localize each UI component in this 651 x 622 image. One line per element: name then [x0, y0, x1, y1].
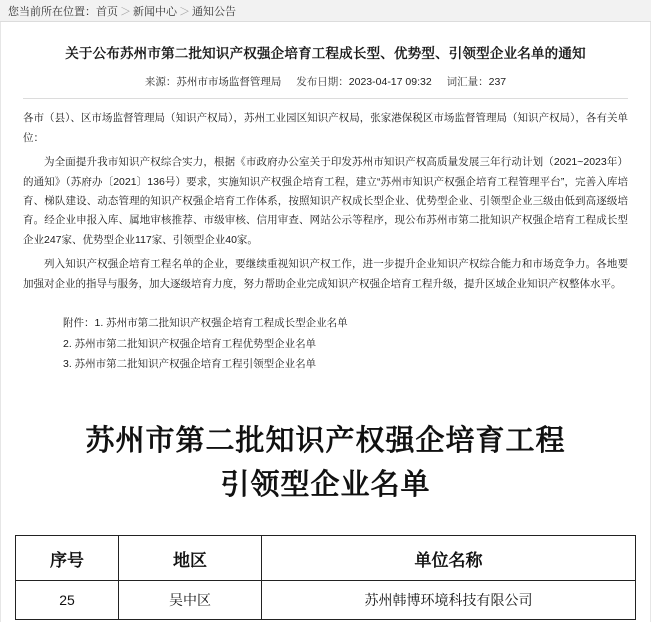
meta-words-value: 237: [488, 76, 507, 89]
paragraph-2: 列入知识产权强企培育工程名单的企业，要继续重视知识产权工作，进一步提升企业知识产权综合能力和市场竞争力。各地要加强对企业的指导与服务，加大逐级培育力度，努力帮助企业完成知识产权强企培育工程升级，提升区域企业知识产权整体水平。: [23, 258, 628, 290]
meta-words: [447, 76, 507, 88]
paragraph-1: 为全面提升我市知识产权综合实力，根据《市政府办公室关于印发苏州市知识产权高质量发展三年行动计划（2021~2023年）的通知》（苏府办〔2021〕136号）要求，实施知识产权强企培育工程，建立“苏州市知识产权强企培育工程管理平台”，完善入库培育、梯队建设、动态管理的知识产权强企培育工作体系，按照知识产权成长型企业、优势型企业、引领型企业三级由低到高逐级培育。经企业申报入库、属地审核推荐、市级审核、信用审查、网站公示等程序，现公布苏州市第二批知识产权强企培育工程成长型企业247家、优势型企业117家、引领型企业40家。: [23, 156, 628, 246]
attachment-item-1[interactable]: 附件：1. 苏州市第二批知识产权强企培育工程成长型企业名单: [63, 317, 348, 330]
cell-no: 25: [16, 581, 119, 620]
breadcrumb-item-notices[interactable]: 通知公告: [192, 5, 236, 18]
attachment-item-3[interactable]: 3. 苏州市第二批知识产权强企培育工程引领型企业名单: [63, 357, 317, 370]
cell-area: 吴中区: [119, 581, 262, 620]
table-row: [16, 581, 636, 620]
poster-heading: [1, 420, 650, 507]
poster-line-1: 苏州市第二批知识产权强企培育工程: [85, 425, 566, 458]
paragraph-salutation: 各市（县）、区市场监督管理局（知识产权局），苏州工业园区知识产权局，张家港保税区市场监督管理局（知识产权局），各有关单位：: [23, 112, 628, 144]
meta-words-label: 词汇量：: [446, 76, 489, 89]
breadcrumb-item-home[interactable]: 首页: [96, 5, 118, 18]
meta-source: [145, 76, 284, 88]
content-column: [0, 22, 651, 622]
breadcrumb-separator-2: ＞: [179, 5, 190, 18]
column-header-area: 地区: [119, 536, 262, 581]
poster-line-2: 引领型企业名单: [220, 468, 431, 501]
column-header-company: 单位名称: [262, 536, 636, 581]
document-meta: [1, 64, 650, 89]
page-title: 关于公布苏州市第二批知识产权强企培育工程成长型、优势型、引领型企业名单的通知: [65, 46, 586, 61]
meta-date-label: 发布日期：: [296, 76, 349, 89]
breadcrumb-separator-1: ＞: [120, 5, 131, 18]
attachment-list: [1, 299, 650, 374]
table-header-row: [16, 536, 636, 581]
document-body: [1, 99, 650, 294]
breadcrumb: [0, 0, 651, 22]
cell-company-name: 苏州韩博环境科技有限公司: [262, 581, 636, 620]
breadcrumb-item-news-center[interactable]: 新闻中心: [133, 5, 177, 18]
meta-date: [296, 76, 434, 88]
meta-source-label: 来源：: [144, 76, 177, 89]
meta-date-value: 2023-04-17 09:32: [348, 76, 432, 89]
meta-source-value: 苏州市市场监督管理局: [176, 76, 282, 89]
column-header-no: 序号: [16, 536, 119, 581]
attachment-item-2[interactable]: 2. 苏州市第二批知识产权强企培育工程优势型企业名单: [63, 337, 317, 350]
enterprise-list-table: [15, 535, 636, 620]
breadcrumb-prefix: 您当前所在位置：: [8, 5, 96, 18]
